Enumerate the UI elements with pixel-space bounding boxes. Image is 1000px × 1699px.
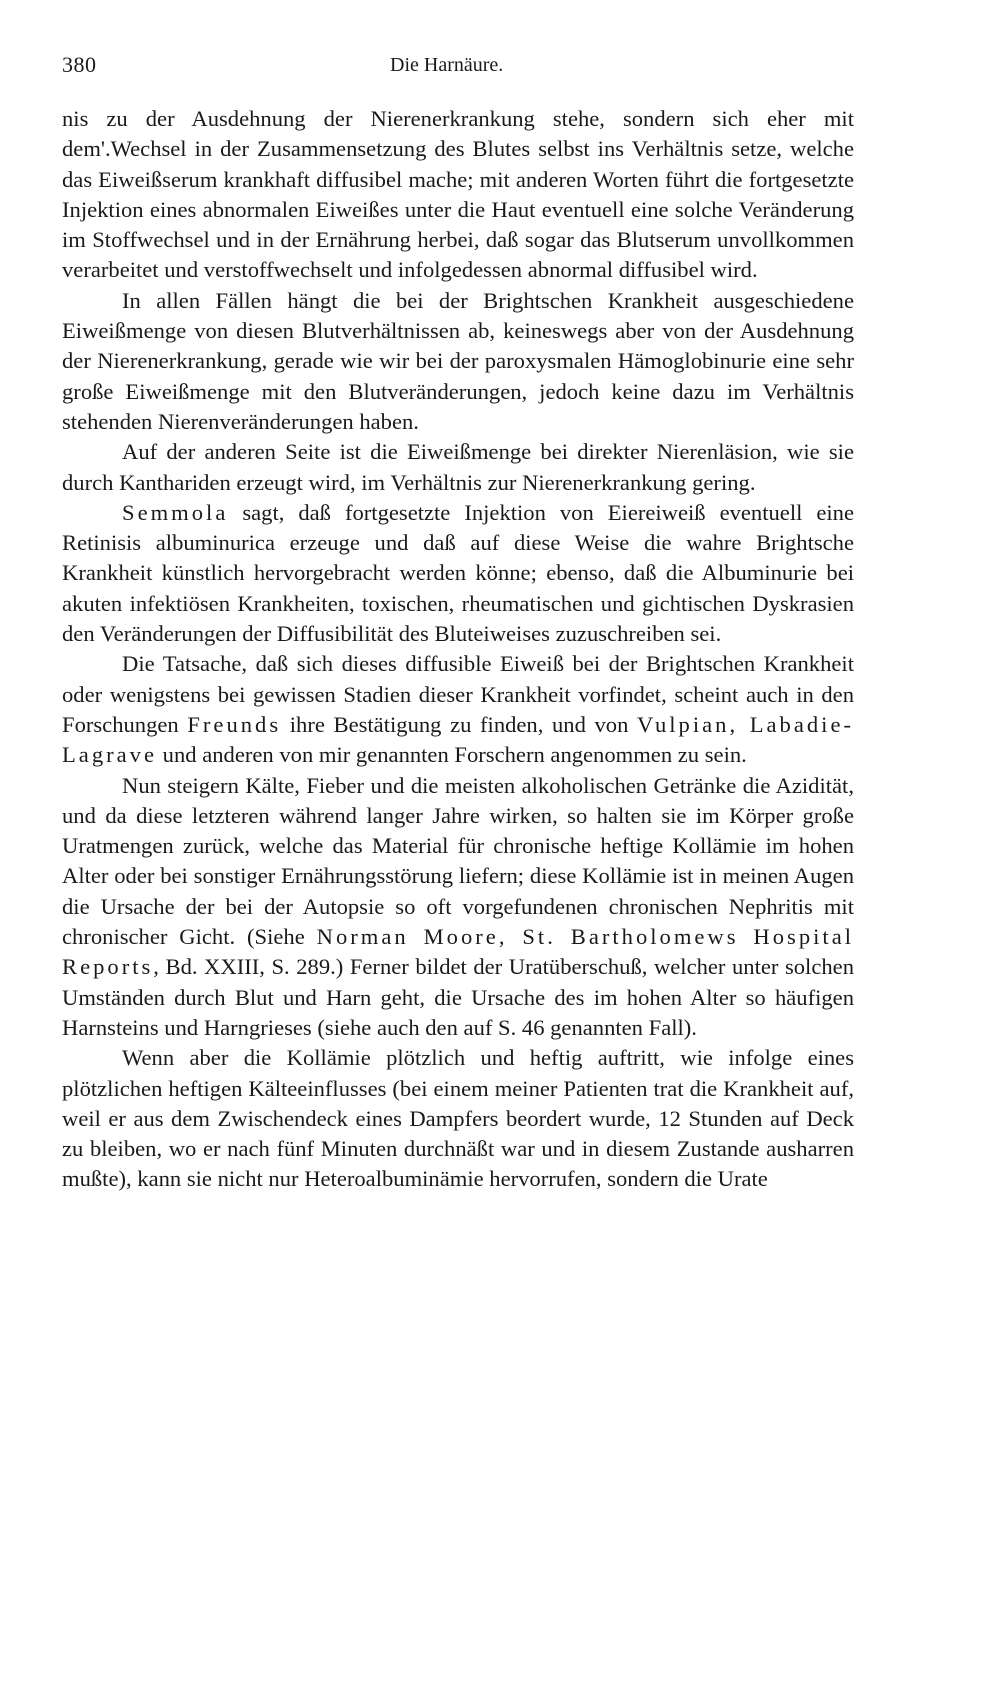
text-segment: und anderen von mir genannten Forschern angenommen zu sein. xyxy=(157,742,747,768)
text-segment: In allen Fällen hängt die bei der Brightschen Krankheit ausgeschiedene Eiweißmenge von diesen Blutverhältnissen ab, keineswegs aber von der Ausdehnung der Nierenerkrankung, gerade wie wir bei der paroxysmalen Hämoglobinurie eine sehr große Eiweißmenge mit den Blutveränderungen, jedoch keine dazu im Verhältnis stehenden Nierenveränderungen haben. xyxy=(62,287,854,434)
paragraph xyxy=(62,1043,854,1194)
paragraph xyxy=(62,771,854,1044)
text-segment: sagt, daß fortgesetzte Injektion von Eiereiweiß eventuell eine Retinisis albuminurica erzeuge und daß auf diese Weise die wahre Brightsche Krankheit künstlich hervorgebracht werden könne; ebenso, daß die Albuminurie bei akuten infektiösen Krankheiten, toxischen, rheumatischen und gichtischen Dyskrasien den Veränderungen der Diffusibilität des Bluteiweises zuzuschreiben sei. xyxy=(62,499,854,647)
paragraph xyxy=(62,437,854,498)
text-segment: Auf der anderen Seite ist die Eiweißmenge bei direkter Nierenläsion, wie sie durch Kanthariden erzeugt wird, im Verhältnis zur Nierenerkrankung gering. xyxy=(62,439,854,495)
text-segment: Nun steigern Kälte, Fieber und die meisten alkoholischen Getränke die Azidität, und da diese letzteren während langer Jahre wirken, so halten sie im Körper große Uratmengen zurück, welche das Material für chronische heftige Kollämie im hohen Alter oder bei sonstiger Ernährungsstörung liefern; diese Kollämie ist in meinen Augen die Ursache der bei der Autopsie so oft vorgefundenen chronischen Nephritis mit chronischer Gicht. (Siehe xyxy=(62,772,854,950)
author-name-spaced: Vulpian, Labadie-Lagrave xyxy=(62,711,854,768)
paragraph xyxy=(62,649,854,770)
running-head: Die Harnäure. xyxy=(390,54,504,76)
author-name-spaced: Freunds xyxy=(187,711,282,737)
page-header xyxy=(62,52,852,88)
paragraph xyxy=(62,498,854,649)
citation-spaced: Norman Moore, St. Bartholomews Hospital Reports xyxy=(62,924,854,980)
paragraph xyxy=(62,286,854,437)
text-segment: Wenn aber die Kollämie plötzlich und heftig auftritt, wie infolge eines plötzlichen heftigen Kälteeinflusses (bei einem meiner Patienten trat die Krankheit auf, weil er aus dem Zwischendeck eines Dampfers beordert wurde, 12 Stunden auf Deck zu bleiben, wo er nach fünf Minuten durchnäßt war und in diesem Zustande ausharren mußte), kann sie nicht nur Heteroalbuminämie hervorrufen, sondern die Urate xyxy=(62,1045,854,1192)
text-segment: Die Tatsache, daß sich dieses diffusible Eiweiß bei der Brightschen Krankheit oder wenigstens bei gewissen Stadien dieser Krankheit vorfindet, scheint auch in den Forschungen xyxy=(62,651,854,737)
author-name-spaced: Semmola xyxy=(122,499,229,525)
text-segment: , Bd. XXIII, S. 289.) Ferner bildet der Uratüberschuß, welcher unter solchen Umständen durch Blut und Harn geht, die Ursache des im hohen Alter so häufigen Harnsteins und Harngrieses (siehe auch den auf S. 46 genannten Fall). xyxy=(62,954,854,1040)
text-segment: ihre Bestätigung zu finden, und von xyxy=(281,711,638,737)
body-text xyxy=(62,104,854,1195)
page-number: 380 xyxy=(62,52,97,77)
paragraph xyxy=(62,104,854,286)
text-segment: nis zu der Ausdehnung der Nierenerkrankung stehe, sondern sich eher mit dem'.Wechsel in der Zusammensetzung des Blutes selbst ins Verhältnis setze, welche das Eiweißserum krankhaft diffusibel mache; mit anderen Worten führt die fortgesetzte Injektion eines abnormalen Eiweißes unter die Haut eventuell eine solche Veränderung im Stoffwechsel und in der Ernährung herbei, daß sogar das Blutserum unvollkommen verarbeitet und verstoffwechselt und infolgedessen abnormal diffusibel wird. xyxy=(62,106,854,283)
